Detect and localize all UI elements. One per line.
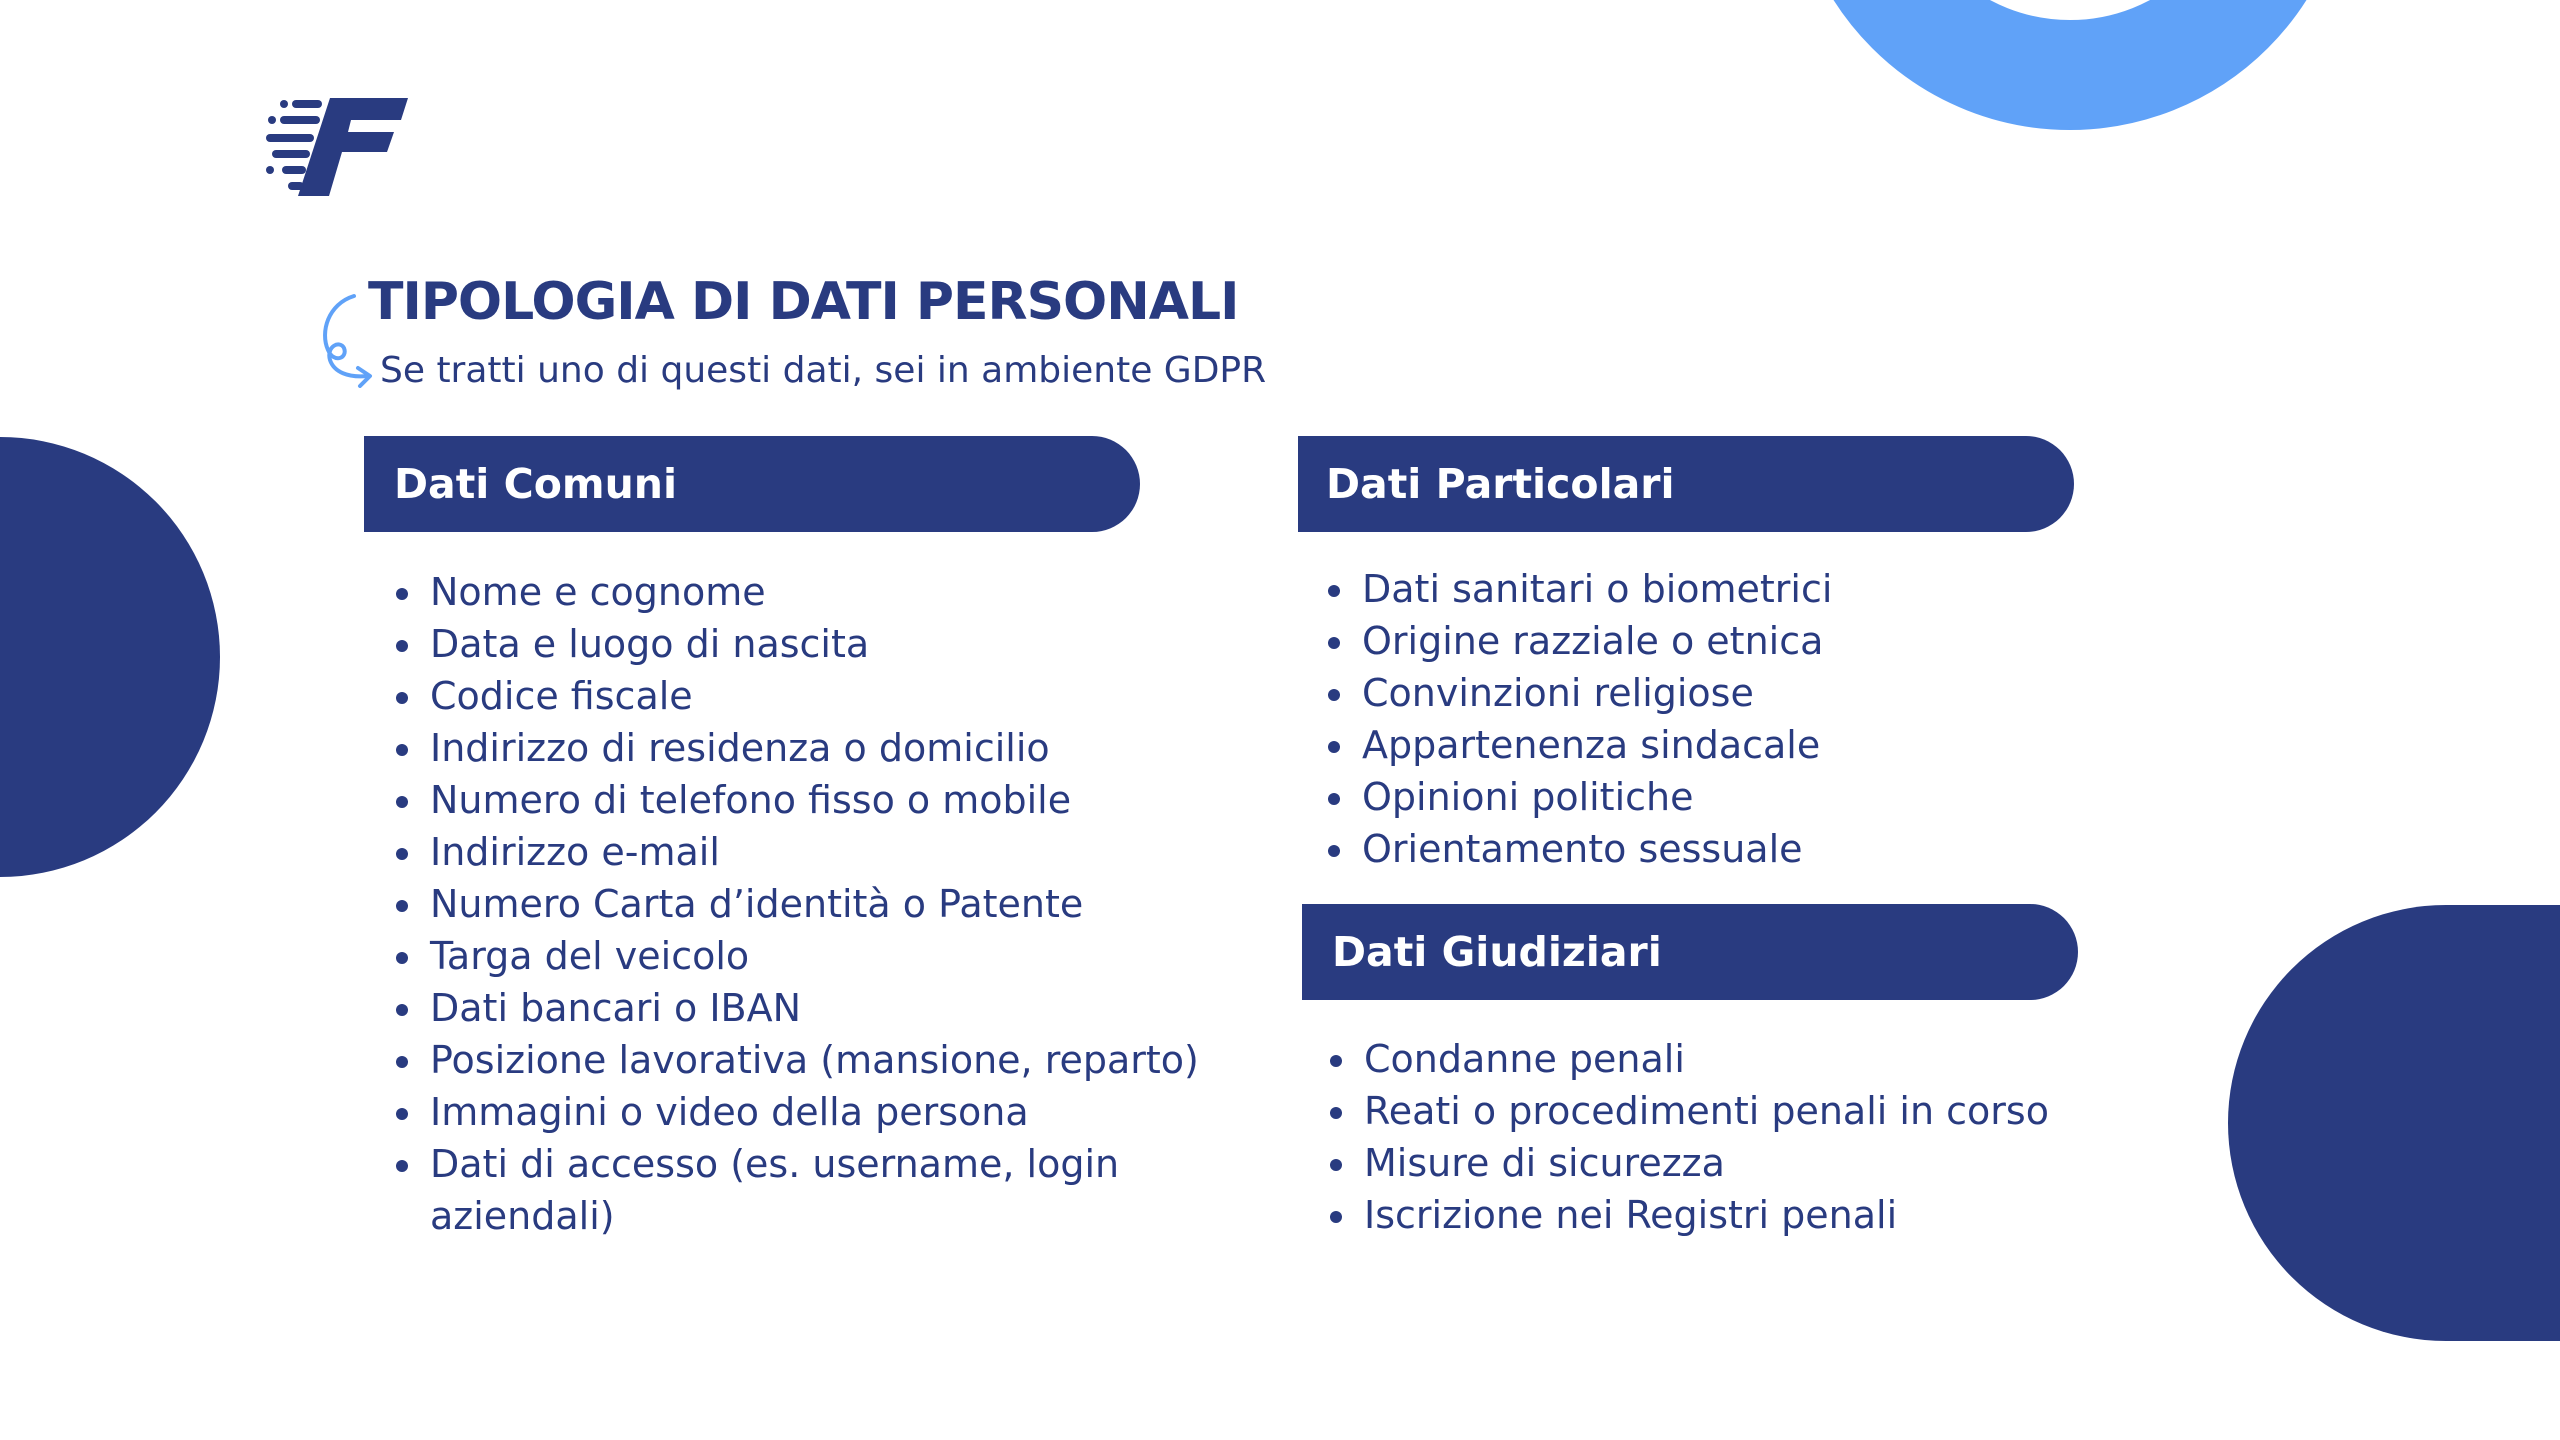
page-subtitle: Se tratti uno di questi dati, sei in ambiente GDPR — [380, 350, 1267, 391]
list-item: Orientamento sessuale — [1324, 823, 2184, 875]
list-item: Misure di sicurezza — [1326, 1137, 2186, 1189]
list-item: Dati sanitari o biometrici — [1324, 563, 2184, 615]
list-item: Opinioni politiche — [1324, 771, 2184, 823]
section-header-dati-giudiziari: Dati Giudiziari — [1302, 904, 2078, 1000]
list-item: Codice fiscale — [392, 670, 1212, 722]
list-item: Numero di telefono fisso o mobile — [392, 774, 1212, 826]
section-header-dati-comuni: Dati Comuni — [364, 436, 1140, 532]
list-item: Posizione lavorativa (mansione, reparto) — [392, 1034, 1212, 1086]
list-item: Indirizzo di residenza o domicilio — [392, 722, 1212, 774]
list-item: Dati bancari o IBAN — [392, 982, 1212, 1034]
list-item: Reati o procedimenti penali in corso — [1326, 1085, 2186, 1137]
decorative-ring — [1790, 0, 2350, 130]
list-item: Data e luogo di nascita — [392, 618, 1212, 670]
list-item: Indirizzo e-mail — [392, 826, 1212, 878]
list-item: Origine razziale o etnica — [1324, 615, 2184, 667]
list-item: Numero Carta d’identità o Patente — [392, 878, 1212, 930]
list-item: Dati di accesso (es. username, login aziendali) — [392, 1138, 1212, 1242]
section-header-dati-particolari: Dati Particolari — [1298, 436, 2074, 532]
list-dati-comuni — [392, 566, 1212, 1242]
page-title: TIPOLOGIA DI DATI PERSONALI — [368, 272, 1239, 332]
list-dati-giudiziari — [1326, 1033, 2186, 1241]
brand-logo-icon — [262, 92, 412, 202]
list-item: Convinzioni religiose — [1324, 667, 2184, 719]
list-item: Targa del veicolo — [392, 930, 1212, 982]
list-item: Nome e cognome — [392, 566, 1212, 618]
decorative-half-circle-right — [2228, 905, 2560, 1341]
list-item: Condanne penali — [1326, 1033, 2186, 1085]
list-dati-particolari — [1324, 563, 2184, 875]
curved-arrow-icon — [318, 292, 376, 388]
list-item: Appartenenza sindacale — [1324, 719, 2184, 771]
list-item: Iscrizione nei Registri penali — [1326, 1189, 2186, 1241]
decorative-half-circle-left — [0, 437, 220, 877]
list-item: Immagini o video della persona — [392, 1086, 1212, 1138]
